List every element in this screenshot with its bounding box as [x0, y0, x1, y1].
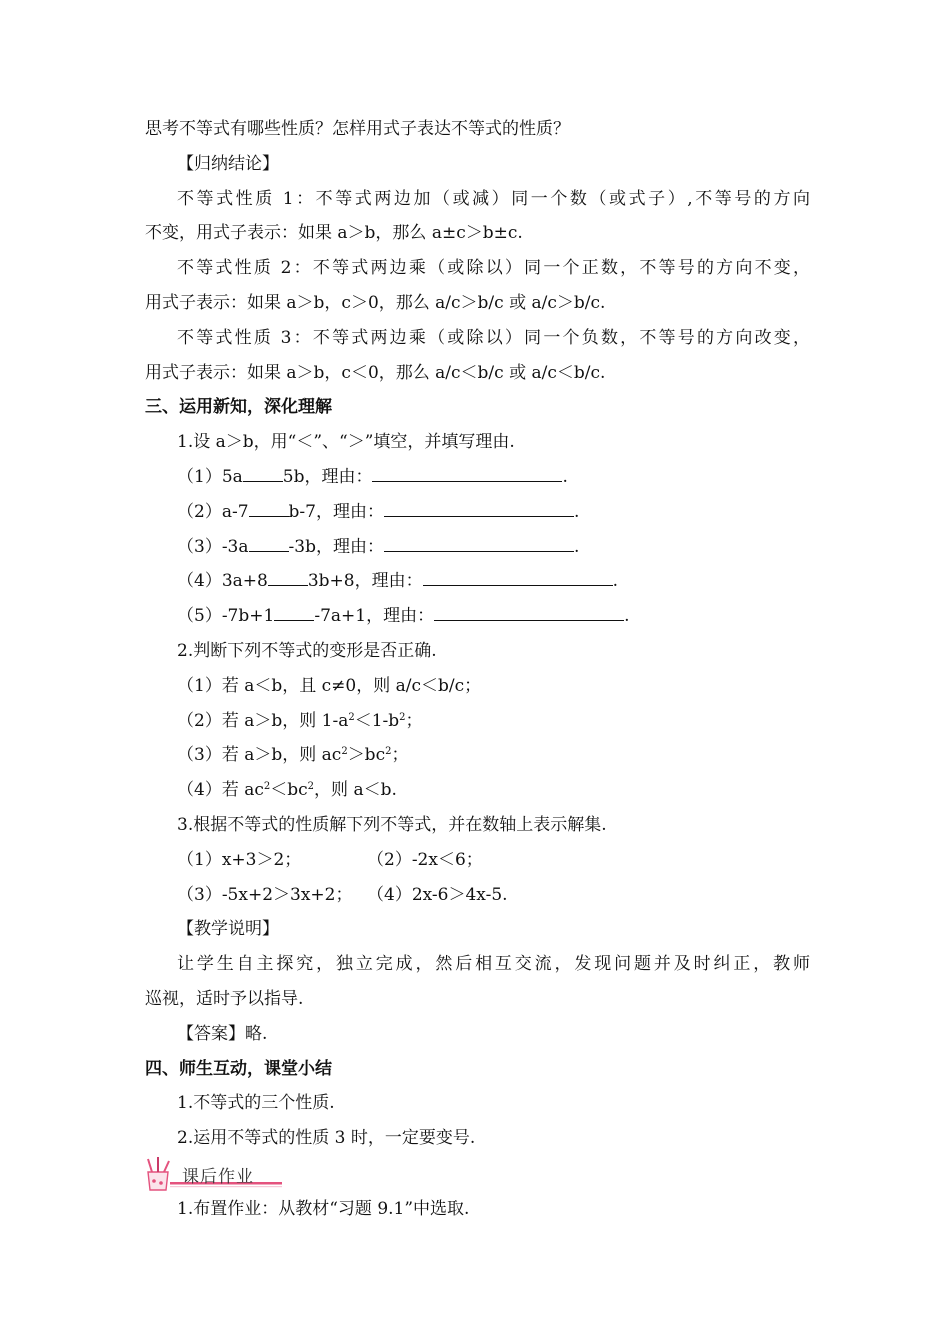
- property-3-line-1: 不等式性质 3：不等式两边乘（或除以）同一个负数，不等号的方向改变，: [177, 327, 810, 348]
- exercise-2-stem: 2.判断下列不等式的变形是否正确.: [177, 640, 437, 661]
- exercise-1-stem: 1.设 a＞b，用“＜”、“＞”填空，并填写理由.: [177, 432, 515, 453]
- property-2-line-2: 用式子表示：如果 a＞b，c＞0，那么 a/c＞b/c 或 a/c＞b/c.: [145, 292, 606, 313]
- property-1-line-2: 不变，用式子表示：如果 a＞b，那么 a±c＞b±c.: [145, 223, 523, 244]
- exercise-2-item-2: （2）若 a＞b，则 $1-a^2<1-b^2$；: [177, 710, 423, 731]
- teaching-note-line-1: 让学生自主探究，独立完成，然后相互交流，发现问题并及时纠正，教师: [177, 954, 810, 975]
- summary-item-1: 1.不等式的三个性质.: [177, 1093, 335, 1114]
- answer-blank[interactable]: [274, 604, 314, 621]
- property-3-line-2: 用式子表示：如果 a＞b，c＜0，那么 a/c＜b/c 或 a/c＜b/c.: [145, 362, 606, 383]
- exercise-2-item-4: （4）若 $ac^2<bc^2$，则 a＜b.: [177, 780, 397, 801]
- answer-blank[interactable]: [243, 465, 283, 482]
- exercise-2-item-1: （1）若 a＜b，且 c≠0，则 a/c＜b/c；: [177, 675, 482, 696]
- exercise-3-row-2: （3）-5x+2＞3x+2； （4）2x-6＞4x-5.: [177, 884, 508, 905]
- exercise-2-item-3: （3）若 a＞b，则 $ac^2>bc^2$；: [177, 745, 409, 766]
- reason-blank[interactable]: [372, 465, 562, 482]
- conclusion-heading: 【归纳结论】: [177, 153, 279, 174]
- answer-blank[interactable]: [249, 500, 289, 517]
- answer-blank[interactable]: [249, 535, 289, 552]
- homework-banner-label: 课后作业: [182, 1166, 254, 1187]
- exercise-1-item: （2）a-7 b-7，理由： .: [177, 501, 580, 522]
- homework-item-1: 1.布置作业：从教材“习题 9.1”中选取.: [177, 1198, 470, 1219]
- teaching-note-line-2: 巡视，适时予以指导.: [145, 988, 304, 1009]
- intro-question: 思考不等式有哪些性质？怎样用式子表达不等式的性质？: [145, 119, 570, 139]
- homework-banner: [140, 1156, 810, 1192]
- reason-blank[interactable]: [384, 500, 574, 517]
- reason-blank[interactable]: [434, 604, 624, 621]
- reason-blank[interactable]: [423, 569, 613, 586]
- section-3-title: 三、运用新知，深化理解: [145, 397, 332, 418]
- answer-line: 【答案】略.: [177, 1023, 268, 1044]
- exercise-1-item: （4）3a+8 3b+8，理由： .: [177, 571, 618, 592]
- exercise-3-row-1: （1）x+3＞2； （2）-2x＜6；: [177, 849, 483, 870]
- exercise-1-item: （3）-3a -3b，理由： .: [177, 536, 580, 557]
- exercise-1-item: （1）5a 5b，理由： .: [177, 466, 568, 487]
- teaching-note-heading: 【教学说明】: [177, 919, 279, 940]
- exercise-3-stem: 3.根据不等式的性质解下列不等式，并在数轴上表示解集.: [177, 814, 607, 835]
- reason-blank[interactable]: [384, 535, 574, 552]
- exercise-1-item: （5）-7b+1 -7a+1，理由： .: [177, 606, 630, 627]
- document-page: [145, 112, 810, 1227]
- section-4-title: 四、师生互动，课堂小结: [145, 1058, 332, 1079]
- summary-item-2: 2.运用不等式的性质 3 时，一定要变号.: [177, 1128, 476, 1149]
- property-1-line-1: 不等式性质 1：不等式两边加（或减）同一个数（或式子）,不等号的方向: [177, 188, 810, 209]
- property-2-line-1: 不等式性质 2：不等式两边乘（或除以）同一个正数，不等号的方向不变，: [177, 258, 810, 279]
- answer-blank[interactable]: [268, 569, 308, 586]
